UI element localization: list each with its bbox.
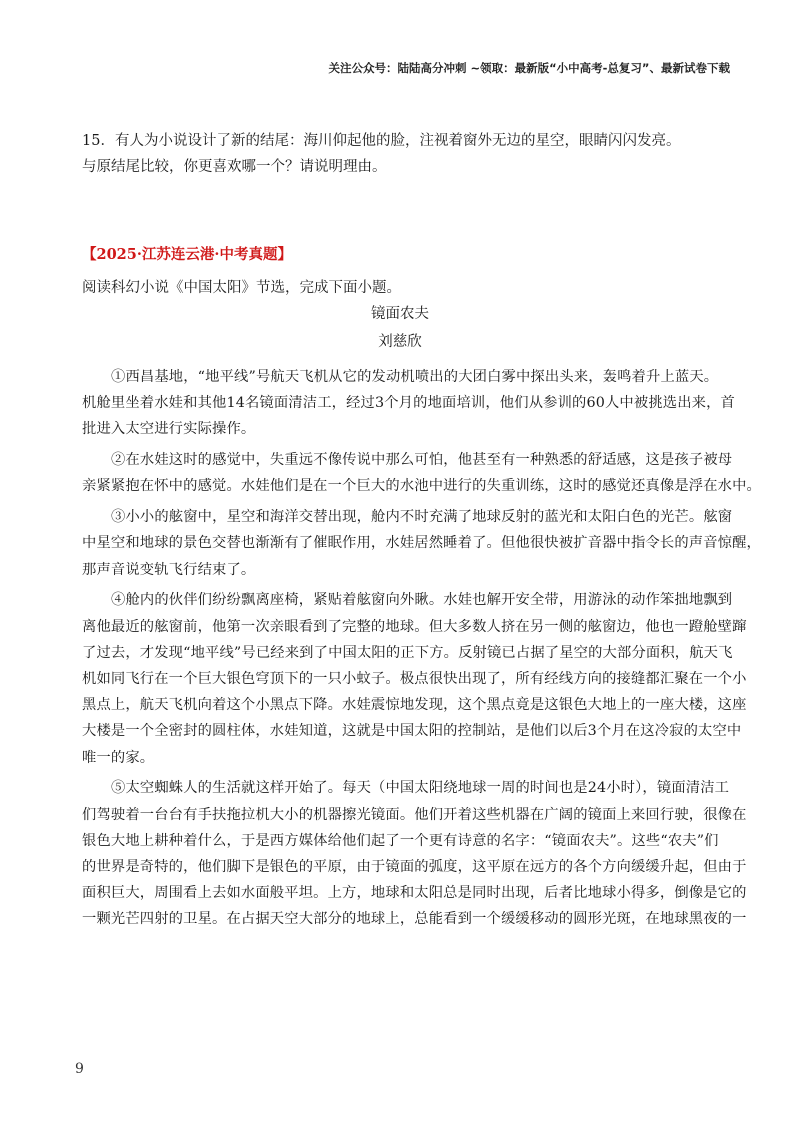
paragraph-2 [82,447,761,499]
paragraph-line: 银色大地上耕种着什么，于是西方媒体给他们起了一个更有诗意的名字：“镜面农夫”。这些“农夫”们 [82,832,719,849]
paragraph-3 [82,504,761,583]
paragraph-line: 机如同飞行在一个巨大银色穹顶下的一只小蚊子。极点很快出现了，所有经线方向的接缝都汇聚在一个小 [82,671,747,688]
paragraph-line: 亲紧紧抱在怀中的感觉。水娃他们是在一个巨大的水池中进行的失重训练，这时的感觉还真像是浮在水中。 [82,478,761,495]
paragraph-line: 中星空和地球的景色交替也渐渐有了催眠作用，水娃居然睡着了。但他很快被扩音器中指令长的声音惊醒， [82,535,761,552]
paragraph-line: 面积巨大，周围看上去如水面般平坦。上方，地球和太阳总是同时出现，后者比地球小得多，倒像是它的 [82,885,747,902]
paragraph-line: 黑点上，航天飞机向着这个小黑点下降。水娃震惊地发现，这个黑点竟是这银色大地上的一座大楼，这座 [82,697,747,714]
paragraph-line: 了过去，才发现“地平线”号已经来到了中国太阳的正下方。反射镜已占据了星空的大部分面积，航天飞 [82,644,733,661]
paragraph-line: ⑤太空蜘蛛人的生活就这样开始了。每天（中国太阳绕地球一周的时间也是24小时），镜面清洁工 [111,780,730,797]
paragraph-line: ①西昌基地，“地平线”号航天飞机从它的发动机喷出的大团白雾中探出头来，轰鸣着升上蓝天。 [111,369,719,385]
paragraph-line: 批进入太空进行实际操作。 [82,421,256,438]
paragraph-line: 离他最近的舷窗前，他第一次亲眼看到了完整的地球。但大多数人挤在另一侧的舷窗边，他也一蹬舱壁蹿 [82,618,747,635]
paragraph-line: 的世界是奇特的，他们脚下是银色的平原，由于镜面的弧度，这平原在远方的各个方向缓缓升起，但由于 [82,859,747,876]
paragraph-line: 一颗光芒四射的卫星。在占据天空大部分的地球上，总能看到一个缓缓移动的圆形光斑，在地球黑夜的一 [82,911,747,928]
question-15 [82,128,728,180]
story-author: 刘慈欣 [378,334,422,350]
paragraph-line: ③小小的舷窗中，星空和海洋交替出现，舱内不时充满了地球反射的蓝光和太阳白色的光芒。舷窗 [111,509,733,526]
source-tag: 【2025·江苏连云港·中考真题】 [82,246,292,263]
paragraph-1 [82,364,735,443]
paragraph-line: 们驾驶着一台台有手扶拖拉机大小的机器擦光镜面。他们开着这些机器在广阔的镜面上来回行驶，很像在 [82,806,747,823]
story-body [82,364,761,933]
reading-instruction: 阅读科幻小说《中国太阳》节选，完成下面小题。 [82,280,401,296]
paragraph-line: ④舱内的伙伴们纷纷飘离座椅，紧贴着舷窗向外瞅。水娃也解开安全带，用游泳的动作笨拙地飘到 [111,592,733,609]
paragraph-line: ②在水娃这时的感觉中，失重远不像传说中那么可怕，他甚至有一种熟悉的舒适感，这是孩子被母 [111,452,733,469]
paragraph-5 [82,775,747,932]
paragraph-4 [82,587,747,770]
question-15-line-2: 与原结尾比较，你更喜欢哪一个？请说明理由。 [82,159,387,175]
paragraph-line: 大楼是一个全密封的圆柱体，水娃知道，这就是中国太阳的控制站，是他们以后3个月在这冷寂的太空中 [82,723,742,740]
page-header: 关注公众号：陆陆高分冲刺 ~领取：最新版“小中高考-总复习”、最新试卷下载 [328,61,730,75]
paragraph-line: 那声音说变轨飞行结束了。 [82,561,256,578]
paragraph-line: 唯一的家。 [82,749,155,766]
page-number: 9 [75,1061,84,1077]
question-15-line-1: 15．有人为小说设计了新的结尾：海川仰起他的脸，注视着窗外无边的星空，眼睛闪闪发亮。 [82,133,681,149]
paragraph-line: 机舱里坐着水娃和其他14名镜面清洁工，经过3个月的地面培训，他们从参训的60人中被挑选出来，首 [82,395,735,412]
story-title: 镜面农夫 [371,306,429,322]
